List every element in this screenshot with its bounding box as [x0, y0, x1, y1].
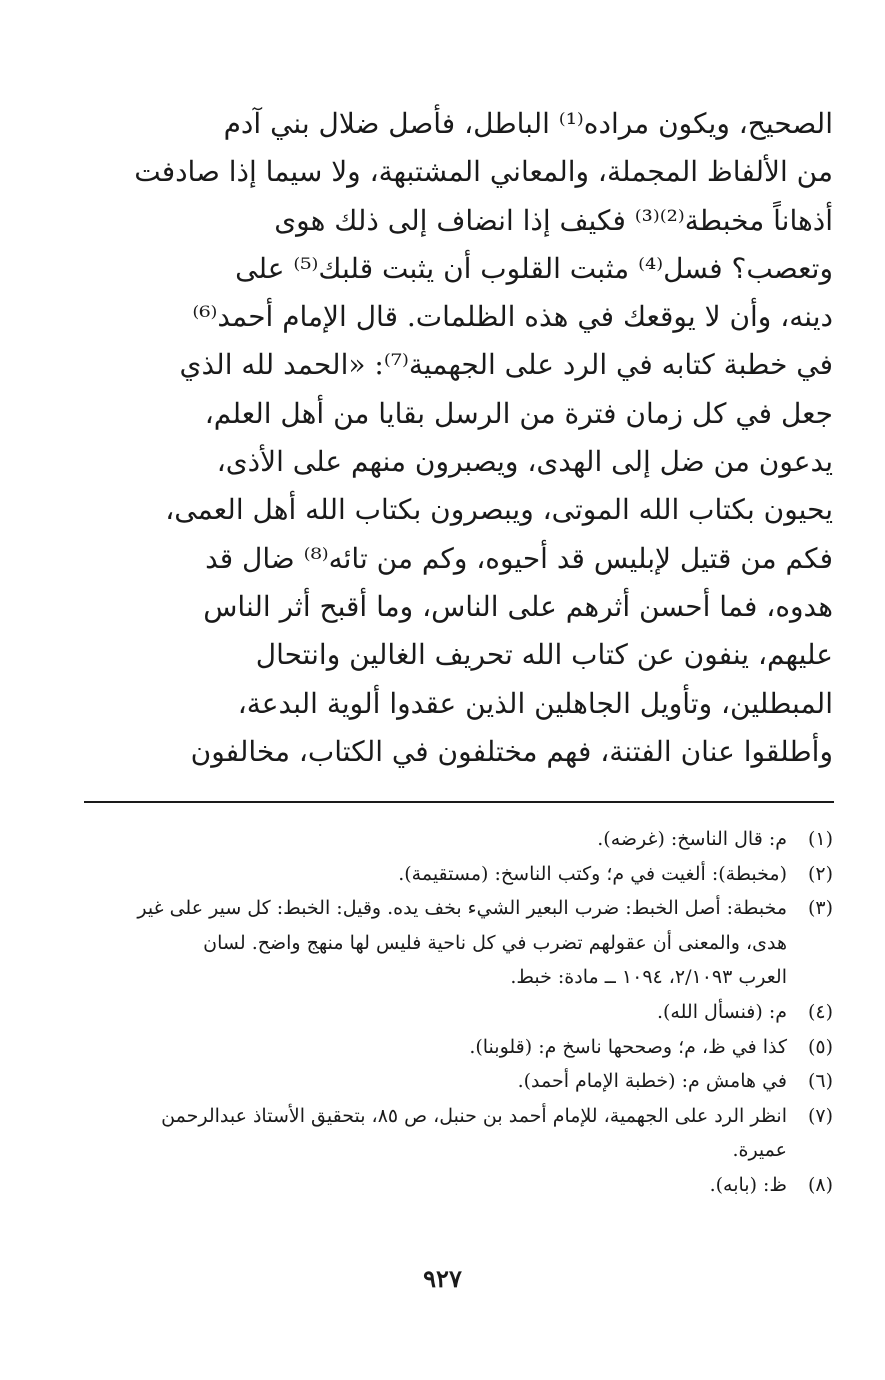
footnote-line: م: قال الناسخ: (غرضه).: [597, 828, 787, 850]
main-text-block: [134, 100, 833, 776]
footnote-line: م: (فنسأل الله).: [656, 1000, 787, 1023]
footnote-number: (٢): [807, 862, 833, 885]
footnote-item: [83, 1099, 833, 1168]
footnote-item: [83, 891, 833, 995]
main-text-line: من الألفاظ المجملة، والمعاني المشتبهة، ولا سيما إذا صادفت: [134, 155, 833, 189]
footnotes-block: [83, 822, 833, 1203]
footnote-line: كذا في ظ، م؛ وصححها ناسخ م: (قلوبنا).: [469, 1035, 787, 1058]
main-text-line: فكم من قتيل لإبليس قد أحيوه، وكم من تائه⁽⁸⁾ ضال قد: [205, 541, 833, 575]
main-text-line: هدوه، فما أحسن أثرهم على الناس، وما أقبح أثر الناس: [203, 589, 833, 623]
footnote-text: [83, 1099, 787, 1168]
page-number: ٩٢٧: [423, 1264, 462, 1293]
footnote-text: [83, 891, 787, 995]
main-text-line: في خطبة كتابه في الرد على الجهمية⁽⁷⁾: «الحمد لله الذي: [179, 348, 833, 382]
main-text-line: وأطلقوا عنان الفتنة، فهم مختلفون في الكتاب، مخالفون: [190, 734, 833, 768]
footnote-line: (مخبطة): ألغيت في م؛ وكتب الناسخ: (مستقيمة).: [398, 862, 787, 885]
footnote-number: (٨): [807, 1173, 833, 1196]
footnote-item: [83, 822, 833, 857]
footnote-number: (٧): [807, 1104, 833, 1127]
footnote-item: [83, 995, 833, 1030]
footnote-text: [83, 857, 787, 892]
footnote-line: انظر الرد على الجهمية، للإمام أحمد بن حنبل، ص ٨٥، بتحقيق الأستاذ عبدالرحمن: [161, 1104, 787, 1127]
footnote-line: العرب ٢/١٠٩٣، ١٠٩٤ ــ مادة: خبط.: [510, 966, 787, 989]
footnote-number: (٣): [807, 897, 833, 920]
footnote-item: [83, 1064, 833, 1099]
footnote-line: في هامش م: (خطبة الإمام أحمد).: [517, 1070, 787, 1093]
main-text-line: دينه، وأن لا يوقعك في هذه الظلمات. قال الإمام أحمد⁽⁶⁾: [192, 300, 833, 334]
footnote-item: [83, 857, 833, 892]
footnote-text: [83, 822, 787, 857]
footnote-number: (١): [807, 828, 833, 850]
footnote-text: [83, 1168, 787, 1203]
main-text-line: الصحيح، ويكون مراده⁽¹⁾ الباطل، فأصل ضلال بني آدم: [223, 107, 833, 140]
main-text-line: يدعون من ضل إلى الهدى، ويصبرون منهم على الأذى،: [216, 445, 833, 479]
footnote-line: عميرة.: [732, 1139, 787, 1162]
footnote-text: [83, 1030, 787, 1065]
footnote-line: مخبطة: أصل الخبط: ضرب البعير الشيء بخف يده. وقيل: الخبط: كل سير على غير: [137, 897, 787, 920]
footnote-number: (٤): [807, 1000, 833, 1023]
footnote-item: [83, 1168, 833, 1203]
footnote-divider: [84, 801, 834, 803]
main-text-line: المبطلين، وتأويل الجاهلين الذين عقدوا ألوية البدعة،: [237, 686, 833, 720]
main-text-line: عليهم، ينفون عن كتاب الله تحريف الغالين وانتحال: [255, 638, 833, 672]
main-text-line: أذهاناً مخبطة⁽²⁾⁽³⁾ فكيف إذا انضاف إلى ذلك هوى: [274, 203, 833, 237]
footnote-line: ظ: (بابه).: [709, 1173, 787, 1196]
footnote-number: (٦): [807, 1070, 833, 1093]
footnote-item: [83, 1030, 833, 1065]
main-text-line: جعل في كل زمان فترة من الرسل بقايا من أهل العلم،: [204, 396, 833, 430]
main-text-line: وتعصب؟ فسل⁽⁴⁾ مثبت القلوب أن يثبت قلبك⁽⁵⁾ على: [235, 251, 833, 285]
footnote-text: [83, 995, 787, 1030]
footnote-number: (٥): [807, 1035, 833, 1058]
footnote-line: هدى، والمعنى أن عقولهم تضرب في كل ناحية فليس لها منهج واضح. لسان: [203, 931, 787, 954]
footnote-text: [83, 1064, 787, 1099]
main-text-line: يحيون بكتاب الله الموتى، ويبصرون بكتاب الله أهل العمى،: [165, 493, 833, 527]
